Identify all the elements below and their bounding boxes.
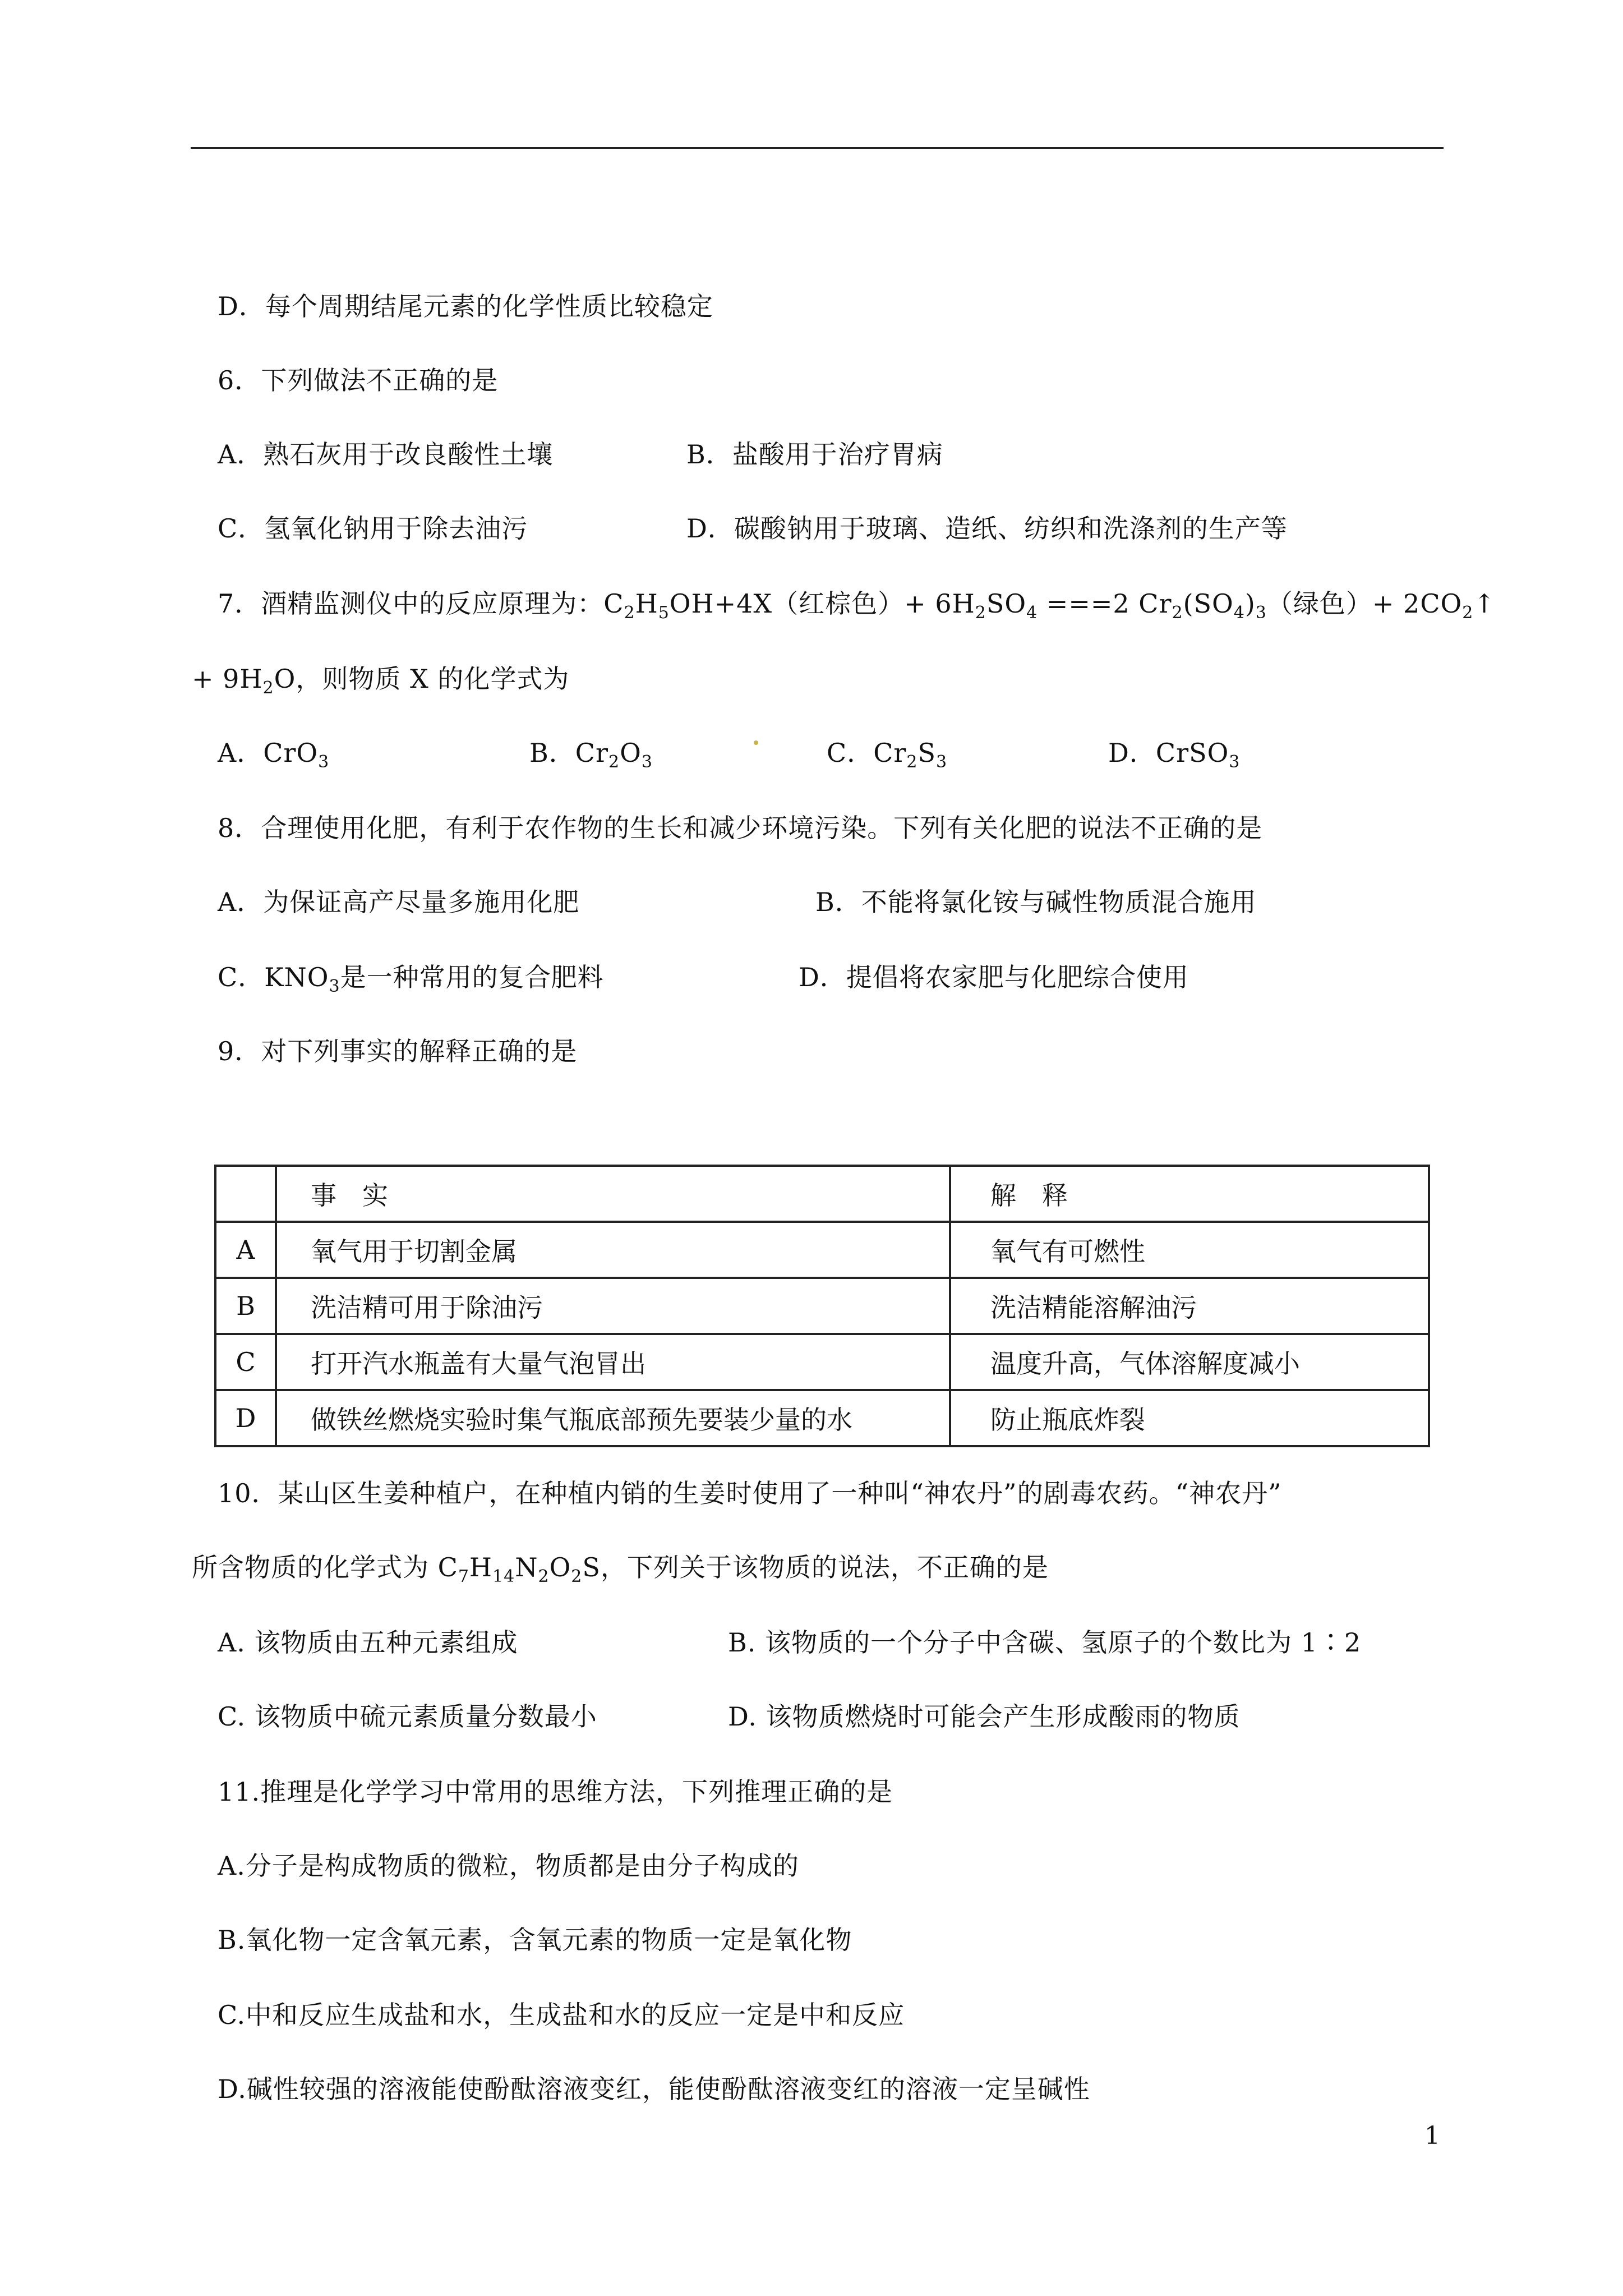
table-row: [215, 1390, 1429, 1446]
q7-stem-line2: + $9H_2O$，则物质 X 的化学式为: [192, 664, 570, 698]
q6-option-c: C．氢氧化钠用于除去油污: [218, 513, 528, 544]
q10-option-b: B. 该物质的一个分子中含碳、氢原子的个数比为 1∶2: [728, 1627, 1362, 1658]
table-row: [215, 1278, 1429, 1334]
table-cell-explanation: 防止瓶底炸裂: [950, 1390, 1429, 1446]
q10-stem-line2: 所含物质的化学式为 $C_7H_{14}N_2O_2S$，下列关于该物质的说法，不正确的是: [192, 1552, 1049, 1586]
q10-option-d: D. 该物质燃烧时可能会产生形成酸雨的物质: [728, 1701, 1241, 1732]
q9-stem: 9．对下列事实的解释正确的是: [218, 1036, 578, 1066]
table-cell-key: A: [215, 1222, 276, 1278]
table-cell-fact: 做铁丝燃烧实验时集气瓶底部预先要装少量的水: [276, 1390, 950, 1446]
q7-stem: 7．酒精监测仪中的反应原理为：$C_2H_5OH+4X$（红棕色）+ $6H_2SO_4 ===2$ $Cr_2(SO_4)_3$（绿色）+ $2CO_2↑$: [218, 588, 1496, 623]
q7-option-a: A．CrO$_3$: [218, 738, 330, 772]
q11-option-a: A.分子是构成物质的微粒，物质都是由分子构成的: [218, 1851, 799, 1881]
table-cell-key: B: [215, 1278, 276, 1334]
table-header-key: [215, 1166, 276, 1222]
q8-option-c: C．$KNO_3$是一种常用的复合肥料: [218, 962, 604, 996]
q8-option-a: A．为保证高产尽量多施用化肥: [218, 887, 580, 917]
table-cell-fact: 氧气用于切割金属: [276, 1222, 950, 1278]
q10-option-a: A. 该物质由五种元素组成: [218, 1627, 518, 1658]
q8-stem: 8．合理使用化肥，有利于农作物的生长和减少环境污染。下列有关化肥的说法不正确的是: [218, 813, 1263, 843]
q10-stem: 10．某山区生姜种植户，在种植内销的生姜时使用了一种叫“神农丹”的剧毒农药。“神农丹”: [218, 1478, 1282, 1508]
q8-option-d: D．提倡将农家肥与化肥综合使用: [799, 962, 1189, 992]
q10-option-c: C. 该物质中硫元素质量分数最小: [218, 1701, 597, 1732]
table-cell-fact: 洗洁精可用于除油污: [276, 1278, 950, 1334]
table-header-explanation: 解 释: [950, 1166, 1429, 1222]
q6-stem: 6．下列做法不正确的是: [218, 365, 499, 395]
table-cell-key: D: [215, 1390, 276, 1446]
q5-option-d: D．每个周期结尾元素的化学性质比较稳定: [218, 291, 713, 321]
q6-option-a: A．熟石灰用于改良酸性土壤: [218, 439, 554, 470]
table-row: [215, 1222, 1429, 1278]
table-row: [215, 1334, 1429, 1390]
q6-option-b: B．盐酸用于治疗胃病: [686, 439, 943, 470]
q7-option-d: D．CrSO$_3$: [1108, 738, 1241, 772]
header-rule: [191, 147, 1444, 149]
q6-option-d: D．碳酸钠用于玻璃、造纸、纺织和洗涤剂的生产等: [686, 513, 1288, 544]
q11-option-b: B.氧化物一定含氧元素，含氧元素的物质一定是氧化物: [218, 1925, 852, 1955]
q8-option-b: B．不能将氯化铵与碱性物质混合施用: [815, 887, 1257, 917]
page-number: 1: [1424, 2122, 1440, 2150]
table-cell-key: C: [215, 1334, 276, 1390]
table-header-row: [215, 1166, 1429, 1222]
table-header-fact: 事 实: [276, 1166, 950, 1222]
q11-stem: 11.推理是化学学习中常用的思维方法，下列推理正确的是: [218, 1777, 893, 1807]
q7-option-b: B．$Cr_2O_3$: [529, 738, 653, 772]
table-cell-fact: 打开汽水瓶盖有大量气泡冒出: [276, 1334, 950, 1390]
stray-dot: [754, 740, 758, 745]
table-cell-explanation: 氧气有可燃性: [950, 1222, 1429, 1278]
q11-option-c: C.中和反应生成盐和水，生成盐和水的反应一定是中和反应: [218, 2000, 905, 2030]
q11-option-d: D.碱性较强的溶液能使酚酞溶液变红，能使酚酞溶液变红的溶液一定呈碱性: [218, 2074, 1090, 2104]
facts-table: [214, 1165, 1430, 1447]
q7-option-c: C．$Cr_2S_3$: [827, 738, 948, 772]
table-cell-explanation: 温度升高，气体溶解度减小: [950, 1334, 1429, 1390]
table-cell-explanation: 洗洁精能溶解油污: [950, 1278, 1429, 1334]
